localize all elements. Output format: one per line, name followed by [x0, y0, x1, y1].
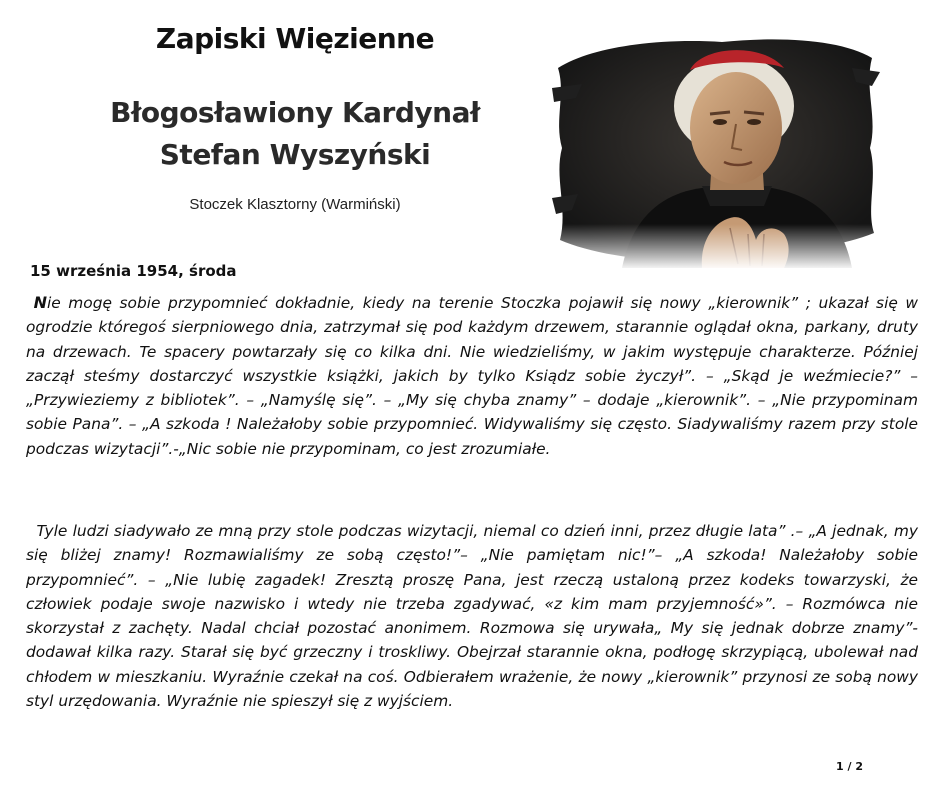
drop-initial: N — [33, 293, 47, 312]
location-caption: Stoczek Klasztorny (Warmiński) — [189, 196, 401, 213]
paragraph-2-text: Tyle ludzi siadywało ze mną przy stole podczas wizytacji, niemal co dzień inni, przez długie lata” .– „A jednak, my się bliżej znamy! Rozmawialiśmy ze sobą często!”– „Nie pamiętam nic!”– „A szkoda! Należałoby sobie przypomnieć”. – „Nie lubię zagadek! Zresztą proszę Pana, jest rzeczą ustaloną przez kodeks towarzyski, że człowiek podaje swoje nazwisko i wtedy nie trzeba zgadywać, «z kim mam przyjemność»”. – Rozmówca nie skorzystał z zachęty. Nadal chciał pozostać anonimem. Rozmowa się urywała„ My się jednak dobrze znamy”-dodawał kilka razy. Starał się być grzeczny i troskliwy. Obejrzał starannie okna, podłogę skrzypiącą, ubolewał nad chłodem w mieszkaniu. Wyraźnie czekał na coś. Odbierałem wrażenie, że nowy „kierownik” przynosi ze sobą nowy styl urzędowania. Wyraźnie nie spieszył się z wyjściem. — [26, 522, 918, 711]
page-number: 1 / 2 — [836, 760, 863, 773]
paragraph-1 — [26, 291, 918, 461]
subtitle-line-1: Błogosławiony Kardynał — [110, 96, 480, 129]
cardinal-portrait-icon — [552, 28, 880, 268]
paragraph-1-text: ie mogę sobie przypomnieć dokładnie, kiedy na terenie Stoczka pojawił się nowy „kierownik” ; ukazał się w ogrodzie któregoś sierpniowego dnia, zatrzymał się pod każdym drzewem, starannie oglądał okna, parkany, druty na drzewach. Te spacery powtarzały się co kilka dni. Nie wiedzieliśmy, w jakim występuje charakterze. Później zaczął steśmy dostarczyć wszystkie książki, jakich by tylko Ksiądz sobie życzył”. – „Skąd je weźmiecie?” – „Przywieziemy z bibliotek”. – „Namyślę się”. – „My się chyba znamy” – dodaje „kierownik”. – „Nie przypominam sobie Pana”. – „A szkoda ! Należałoby sobie przypomnieć. Widywaliśmy się często. Siadywaliśmy razem przy stole podczas wizytacji”.-„Nic sobie nie przypominam, co jest zrozumiałe. — [26, 294, 918, 458]
document-title: Zapiski Więzienne — [155, 22, 435, 55]
entry-date-heading: 15 września 1954, środa — [30, 262, 237, 280]
document-subtitle — [60, 92, 530, 176]
paragraph-2 — [26, 519, 918, 713]
subtitle-line-2: Stefan Wyszyński — [159, 138, 431, 171]
